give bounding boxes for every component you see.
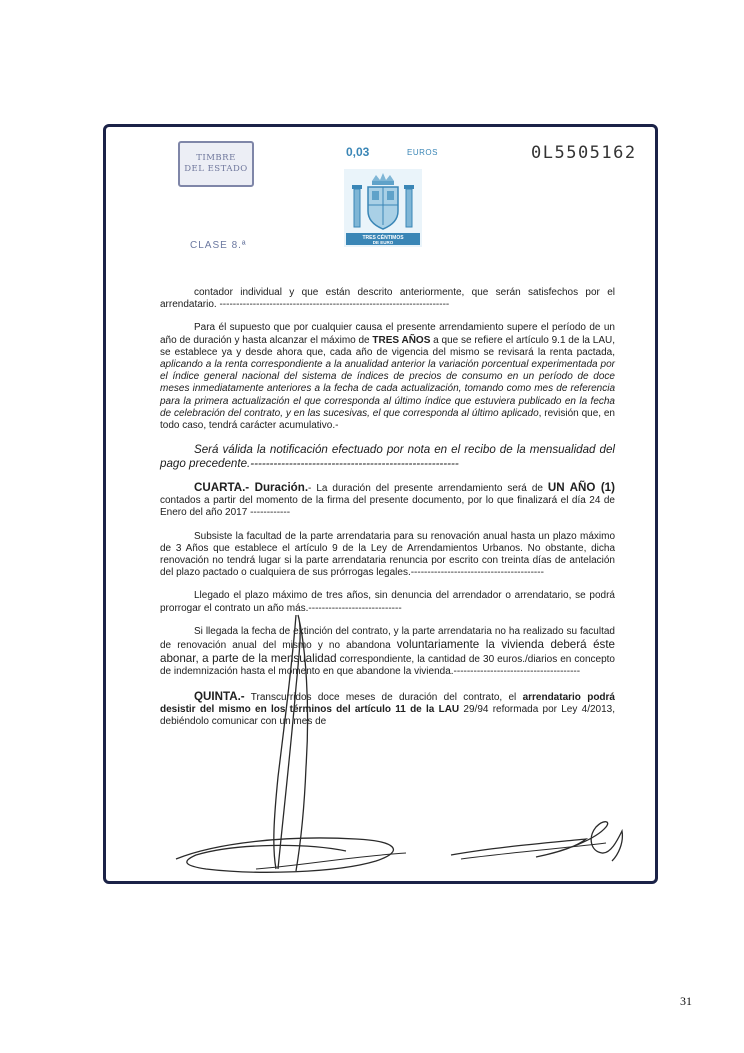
p7-large-text: voluntariamente la vivienda deberá éste abonar, a parte de la mensualidad xyxy=(160,638,615,666)
contract-text xyxy=(160,287,615,739)
paragraph-1 xyxy=(160,287,615,311)
paragraph-4 xyxy=(160,481,615,520)
p7-text-1: Si llegada la fecha de extinción del contrato, y la parte arrendataria no ha realizado su facultad de renovación anual del mismo y no abandona xyxy=(160,625,615,652)
p2-italic-1: aplicando a la renta correspondiente a la anualidad anterior la variación porcentual experimentada por el índice general nacional del sistema de índices de precios de consumo en un período de doce meses inmediatamente anteriores a la fecha de cada actualización, tomando como mes de referencia para la primera actualización el que corresponda al último índice que estuviera publicado en la fecha de celebración del contrato, y en las sucesivas, el que corresponda al último aplicado xyxy=(160,359,615,419)
p8-text-2: 29/94 reformada por Ley 4/2013, debiéndolo comunicar con un mes de xyxy=(160,703,615,728)
p3-text: Será válida la notificación efectuado por nota en el recibo de la mensualidad del pago precedente.------------------------------------------------------ xyxy=(160,443,615,470)
stamp-serial-number: 0L5505162 xyxy=(531,143,637,163)
seal-line-2: DEL ESTADO xyxy=(184,164,248,174)
paragraph-7 xyxy=(160,626,615,679)
coat-of-arms-icon xyxy=(342,167,424,249)
scanned-document xyxy=(103,124,658,884)
stamp-currency: EUROS xyxy=(407,148,438,157)
p4-bold-1: UN AÑO (1) xyxy=(547,481,615,495)
p7-text-2: correspondiente, la cantidad de 30 euros./diarios en concepto de indemnización hasta el momento en que abandone la vivienda.-------------------------------------- xyxy=(160,654,615,678)
paragraph-2 xyxy=(160,322,615,432)
stamp-class-label: CLASE 8.ª xyxy=(190,240,247,251)
p2-bold-1: TRES AÑOS xyxy=(372,334,431,346)
p2-text-2: a que se refiere el artículo 9.1 de la LAU, se establece ya y desde ahora que, cada año de vigencia del mismo se revisará la renta pactada, xyxy=(160,334,616,358)
p4-heading: CUARTA.- Duración. xyxy=(194,481,309,495)
p4-text-1: - La duración del presente arrendamiento será de xyxy=(308,483,548,495)
page-number: 31 xyxy=(680,994,692,1008)
p8-heading: QUINTA.- xyxy=(194,689,245,703)
p6-text: Llegado el plazo máximo de tres años, sin denuncia del arrendador o arrendatario, se podrá prorrogar el contrato un año más.---------------------------- xyxy=(160,590,615,614)
paragraph-5 xyxy=(160,531,615,580)
svg-text:TRES CÉNTIMOS: TRES CÉNTIMOS xyxy=(362,235,404,241)
right-signature xyxy=(451,822,622,861)
paragraph-3 xyxy=(160,443,615,470)
p5-text: Subsiste la facultad de la parte arrendataria para su renovación anual hasta un plazo máximo de 3 Años que establece el artículo 9 de la Ley de Arrendamientos Urbanos. No obstante, dicha renovación no tendrá lugar si la parte arrendataria renuncia por escrito con treinta días de antelación del plazo pactado o cualquiera de sus prórrogas legales.---------------------------------------- xyxy=(160,530,615,579)
seal-line-1: TIMBRE xyxy=(196,153,236,163)
p8-text-1: Transcurridos doce meses de duración del contrato, el xyxy=(244,691,523,703)
stamp-value: 0,03 xyxy=(346,145,370,159)
paragraph-8 xyxy=(160,690,615,729)
p2-text-1: Para él supuesto que por cualquier causa el presente arrendamiento supere el período de un año de duración y hasta alcanzar el máximo de xyxy=(160,322,615,346)
paragraph-6 xyxy=(160,590,615,614)
stamp-seal xyxy=(178,141,254,187)
p4-text-2: contados a partir del momento de la firma del presente documento, por lo que finalizará el día 24 de Enero del año 2017 ------------ xyxy=(160,495,615,519)
p8-bold-1: arrendatario podrá desistir del mismo en los términos del artículo 11 de la LAU xyxy=(160,691,615,715)
p2-text-3: , revisión que, en todo caso, tendrá carácter acumulativo.- xyxy=(160,407,615,432)
svg-text:DE EURO: DE EURO xyxy=(372,240,394,245)
p1-text: contador individual y que están descrito anteriormente, que serán satisfechos por el arrendatario. --------------------------------------------------------------------- xyxy=(160,287,615,311)
